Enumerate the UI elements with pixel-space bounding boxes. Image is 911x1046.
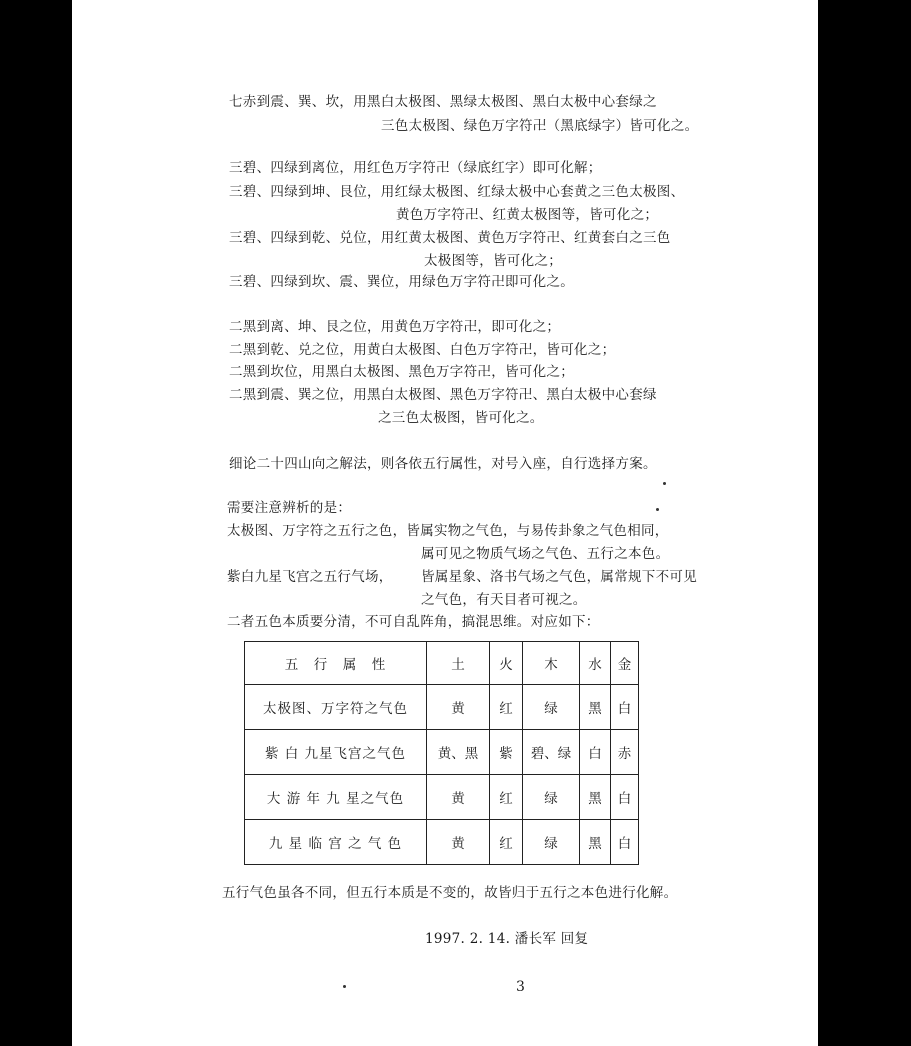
table-cell: 红 xyxy=(490,685,523,730)
text-line: 三碧、四绿到乾、兑位，用红黄太极图、黄色万字符卍、红黄套白之三色 xyxy=(229,230,671,246)
table-cell: 太极图、万字符之气色 xyxy=(245,685,427,730)
table-cell: 黑 xyxy=(580,820,611,865)
table-cell: 黑 xyxy=(580,685,611,730)
table-cell: 金 xyxy=(611,642,639,685)
table-cell: 九 星 临 宫 之 气 色 xyxy=(245,820,427,865)
table-cell: 白 xyxy=(611,820,639,865)
table-cell: 五 行 属 性 xyxy=(245,642,427,685)
text-line: 细论二十四山向之解法，则各依五行属性，对号入座，自行选择方案。 xyxy=(229,456,657,472)
text-line: 之气色，有天目者可视之。 xyxy=(421,592,587,608)
table-cell: 紫 xyxy=(490,730,523,775)
text-line: 五行气色虽各不同，但五行本质是不变的，故皆归于五行之本色进行化解。 xyxy=(222,885,678,901)
table-cell: 绿 xyxy=(523,685,580,730)
table-cell: 水 xyxy=(580,642,611,685)
text-line: 太极图等，皆可化之； xyxy=(424,253,562,269)
text-line: 皆属星象、洛书气场之气色，属常规下不可见 xyxy=(421,569,697,585)
table-cell: 火 xyxy=(490,642,523,685)
text-line: 黄色万字符卍、红黄太极图等，皆可化之； xyxy=(396,207,659,223)
table-cell: 碧、绿 xyxy=(523,730,580,775)
table-cell: 白 xyxy=(611,775,639,820)
table-cell: 绿 xyxy=(523,820,580,865)
document-page xyxy=(72,0,818,1046)
table-cell: 红 xyxy=(490,820,523,865)
signature-line: 1997. 2. 14. 潘长军 回复 xyxy=(425,931,589,947)
text-line: 需要注意辨析的是： xyxy=(227,500,352,516)
text-line: 太极图、万字符之五行之色，皆属实物之气色，与易传卦象之气色相同， xyxy=(227,523,669,539)
table-row xyxy=(245,642,639,685)
text-line: 三碧、四绿到坤、艮位，用红绿太极图、红绿太极中心套黄之三色太极图、 xyxy=(229,184,685,200)
text-line: 二黑到震、巽之位，用黑白太极图、黑色万字符卍、黑白太极中心套绿 xyxy=(229,387,657,403)
text-line: 之三色太极图，皆可化之。 xyxy=(378,410,544,426)
table-cell: 黄 xyxy=(427,820,490,865)
table-cell: 紫 白 九星飞宫之气色 xyxy=(245,730,427,775)
color-correspondence-table xyxy=(244,641,639,865)
text-line: 属可见之物质气场之气色、五行之本色。 xyxy=(421,546,670,562)
text-line: 二黑到离、坤、艮之位，用黄色万字符卍，即可化之； xyxy=(229,319,561,335)
table-cell: 绿 xyxy=(523,775,580,820)
text-line: 紫白九星飞宫之五行气场， xyxy=(227,569,393,585)
table-cell: 土 xyxy=(427,642,490,685)
table-cell: 赤 xyxy=(611,730,639,775)
table-cell: 白 xyxy=(611,685,639,730)
text-line: 三色太极图、绿色万字符卍（黑底绿字）皆可化之。 xyxy=(381,118,699,134)
table-cell: 黄 xyxy=(427,685,490,730)
text-line: 二黑到坎位，用黑白太极图、黑色万字符卍，皆可化之； xyxy=(229,364,574,380)
table-cell: 黄、黑 xyxy=(427,730,490,775)
scan-speck xyxy=(663,482,666,485)
table-cell: 黄 xyxy=(427,775,490,820)
table-row xyxy=(245,730,639,775)
text-line: 三碧、四绿到离位，用红色万字符卍（绿底红字）即可化解； xyxy=(229,160,602,176)
table-cell: 黑 xyxy=(580,775,611,820)
table-cell: 白 xyxy=(580,730,611,775)
table-row xyxy=(245,685,639,730)
table-cell: 大 游 年 九 星之气色 xyxy=(245,775,427,820)
table-cell: 红 xyxy=(490,775,523,820)
text-line: 七赤到震、巽、坎，用黑白太极图、黑绿太极图、黑白太极中心套绿之 xyxy=(229,94,657,110)
text-line: 二黑到乾、兑之位，用黄白太极图、白色万字符卍，皆可化之； xyxy=(229,342,616,358)
scan-speck xyxy=(343,985,346,988)
table-cell: 木 xyxy=(523,642,580,685)
scan-speck xyxy=(656,508,659,511)
text-line: 二者五色本质要分清，不可自乱阵角，搞混思维。对应如下： xyxy=(227,614,600,630)
page-number: 3 xyxy=(516,979,525,995)
text-line: 三碧、四绿到坎、震、巽位，用绿色万字符卍即可化之。 xyxy=(229,274,574,290)
table-row xyxy=(245,820,639,865)
table-row xyxy=(245,775,639,820)
